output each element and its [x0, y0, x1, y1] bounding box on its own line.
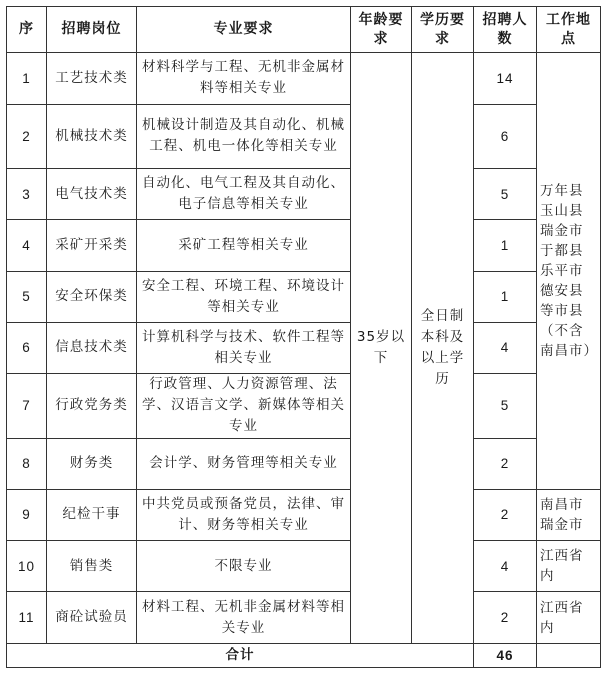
row-position: 纪检干事: [47, 489, 137, 540]
row-count: 4: [474, 541, 537, 592]
row-position: 财务类: [47, 438, 137, 489]
row-position: 安全环保类: [47, 271, 137, 322]
header-edu: 学历要求: [412, 7, 474, 53]
table-row: [7, 489, 601, 540]
row-count: 5: [474, 168, 537, 219]
row-seq: 6: [7, 322, 47, 373]
row-major: 会计学、财务管理等相关专业: [137, 438, 351, 489]
place-cell-row11: 江西省内: [537, 592, 601, 643]
row-seq: 9: [7, 489, 47, 540]
row-major: 材料科学与工程、无机非金属材料等相关专业: [137, 53, 351, 104]
table-row: [7, 541, 601, 592]
row-major: 中共党员或预备党员，法律、审计、财务等相关专业: [137, 489, 351, 540]
row-seq: 2: [7, 104, 47, 168]
edu-cell: 全日制本科及以上学历: [412, 53, 474, 643]
row-count: 1: [474, 271, 537, 322]
age-cell: 35岁以下: [351, 53, 412, 643]
table-row: [7, 104, 601, 168]
row-seq: 8: [7, 438, 47, 489]
total-place-empty: [537, 643, 601, 667]
table-row: [7, 322, 601, 373]
row-seq: 11: [7, 592, 47, 643]
row-position: 电气技术类: [47, 168, 137, 219]
row-major: 安全工程、环境工程、环境设计等相关专业: [137, 271, 351, 322]
table-row: [7, 438, 601, 489]
table-row: [7, 220, 601, 271]
row-count: 1: [474, 220, 537, 271]
row-position: 商砼试验员: [47, 592, 137, 643]
row-position: 销售类: [47, 541, 137, 592]
header-position: 招聘岗位: [47, 7, 137, 53]
place-cell-row9: 南昌市瑞金市: [537, 489, 601, 540]
row-position: 工艺技术类: [47, 53, 137, 104]
table-row: [7, 592, 601, 643]
header-seq: 序: [7, 7, 47, 53]
row-seq: 10: [7, 541, 47, 592]
row-seq: 5: [7, 271, 47, 322]
recruitment-table: [6, 6, 601, 668]
total-label: 合计: [7, 643, 474, 667]
table-row: [7, 271, 601, 322]
row-position: 行政党务类: [47, 374, 137, 438]
row-seq: 3: [7, 168, 47, 219]
row-major: 计算机科学与技术、软件工程等相关专业: [137, 322, 351, 373]
header-place: 工作地点: [537, 7, 601, 53]
table-row: [7, 168, 601, 219]
row-major: 自动化、电气工程及其自动化、电子信息等相关专业: [137, 168, 351, 219]
row-major: 行政管理、人力资源管理、法学、汉语言文学、新媒体等相关专业: [137, 374, 351, 438]
row-position: 机械技术类: [47, 104, 137, 168]
header-row: [7, 7, 601, 53]
row-count: 4: [474, 322, 537, 373]
row-major: 机械设计制造及其自动化、机械工程、机电一体化等相关专业: [137, 104, 351, 168]
row-major: 采矿工程等相关专业: [137, 220, 351, 271]
place-cell-main: 万年县玉山县瑞金市于都县乐平市德安县等市县（不含南昌市）: [537, 53, 601, 490]
row-count: 2: [474, 438, 537, 489]
header-age: 年龄要求: [351, 7, 412, 53]
total-value: 46: [474, 643, 537, 667]
row-seq: 7: [7, 374, 47, 438]
row-count: 14: [474, 53, 537, 104]
header-major: 专业要求: [137, 7, 351, 53]
row-major: 不限专业: [137, 541, 351, 592]
row-count: 6: [474, 104, 537, 168]
row-seq: 4: [7, 220, 47, 271]
row-count: 5: [474, 374, 537, 438]
table-row: [7, 53, 601, 104]
table-row: [7, 374, 601, 438]
row-position: 采矿开采类: [47, 220, 137, 271]
row-seq: 1: [7, 53, 47, 104]
row-count: 2: [474, 592, 537, 643]
header-count: 招聘人数: [474, 7, 537, 53]
row-position: 信息技术类: [47, 322, 137, 373]
row-count: 2: [474, 489, 537, 540]
row-major: 材料工程、无机非金属材料等相关专业: [137, 592, 351, 643]
place-cell-row10: 江西省内: [537, 541, 601, 592]
total-row: [7, 643, 601, 667]
